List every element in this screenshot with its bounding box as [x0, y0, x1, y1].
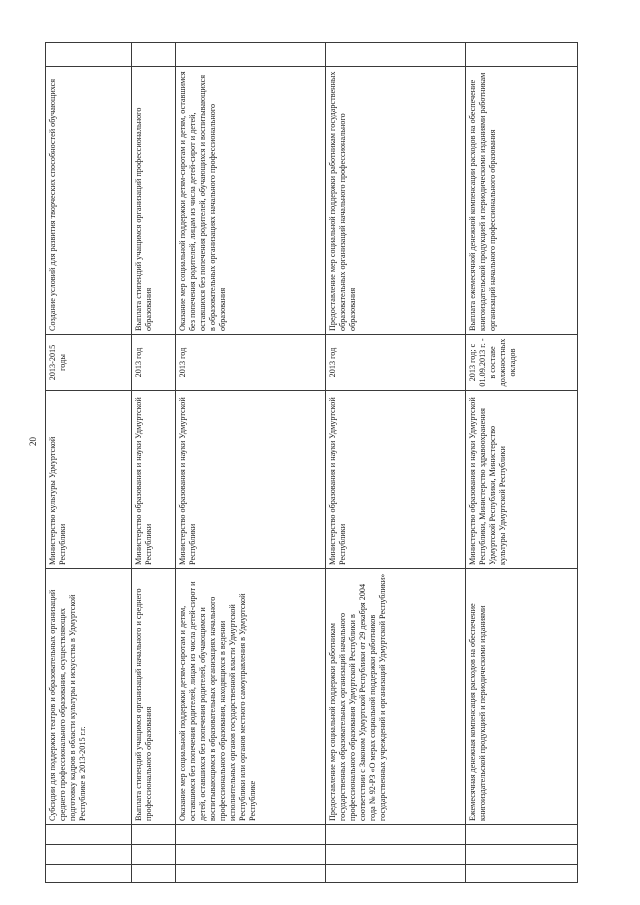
measure-period: 2013-2015 годы: [46, 335, 132, 391]
cell-blank: [132, 825, 176, 845]
cell-blank: [176, 825, 326, 845]
cell-blank: [176, 43, 326, 67]
measure-period: 2013 год: [132, 335, 176, 391]
cell-blank: [132, 43, 176, 67]
measure-executor: Министерство образования и науки Удмуртской Республики: [132, 391, 176, 569]
measure-executor: Министерство образования и науки Удмуртской Республики: [176, 391, 326, 569]
measure-result: Оказание мер социальной поддержки детям-сиротам и детям, оставшимся без попечения родителей, лицам из числа детей-сирот и детей, оставшихся без попечения родителей, обучающихся и воспитывающихся в образовательных организациях начального профессионального образования: [176, 67, 326, 335]
cell-blank: [46, 845, 132, 865]
cell-blank: [466, 825, 578, 845]
measure-executor: Министерство культуры Удмуртской Республики: [46, 391, 132, 569]
page-number: 20: [28, 437, 38, 446]
cell-blank: [132, 845, 176, 865]
cell-blank: [46, 825, 132, 845]
rotated-page-content: [45, 43, 577, 883]
measure-description: Субсидии для поддержки театров и образовательных организаций среднего профессионального образования, осуществляющих подготовку кадров в области культуры и искусства в Удмуртской Республике в 2013-2015 г.г.: [46, 569, 132, 825]
cell-blank: [466, 865, 578, 883]
measure-description: Предоставление мер социальной поддержки работникам государственных образовательных организаций начального профессионального образования Удмуртской Республики в соответствии с Законом Удмуртской Республики от 29 декабря 2004 года № 92-РЗ «О мерах социальной поддержки работников государственных учреждений и организаций Удмуртской Республики»: [326, 569, 466, 825]
cell-blank: [132, 865, 176, 883]
cell-blank: [326, 865, 466, 883]
cell-blank: [46, 865, 132, 883]
measure-period: 2013 год: [326, 335, 466, 391]
cell-blank: [326, 43, 466, 67]
measure-period: 2013 год; с 01.09.2013 г. - в составе должностных окладов: [466, 335, 578, 391]
measure-result: Выплата стипендий учащимся организаций профессионального образования: [132, 67, 176, 335]
measure-description: Ежемесячная денежная компенсация расходов на обеспечение книгоиздательской продукцией и периодическими изданиями: [466, 569, 578, 825]
table-row: [46, 43, 132, 883]
table-row: [132, 43, 176, 883]
cell-blank: [466, 845, 578, 865]
measure-executor: Министерство образования и науки Удмуртской Республики: [326, 391, 466, 569]
measure-executor: Министерство образования и науки Удмуртской Республики, Министерство здравоохранения Удмуртской Республики, Министерство культуры Удмуртской Республики: [466, 391, 578, 569]
table-row: [176, 43, 326, 883]
cell-blank: [46, 43, 132, 67]
measure-description: Оказание мер социальной поддержки детям-сиротам и детям, оставшимся без попечения родителей, лицам из числа детей-сирот и детей, оставшихся без попечения родителей, обучающимся и воспитывающимся в образовательных организациях начального профессионального образования, находящихся в ведении исполнительных органов государственной власти Удмуртской Республики или органов местного самоуправления в Удмуртской Республике: [176, 569, 326, 825]
measures-table: [45, 42, 578, 883]
measure-result: Предоставление мер социальной поддержки работникам государственных образовательных организаций начального профессионального образования: [326, 67, 466, 335]
cell-blank: [326, 845, 466, 865]
measure-result: Создание условий для развития творческих способностей обучающихся: [46, 67, 132, 335]
table-row: [326, 43, 466, 883]
cell-blank: [466, 43, 578, 67]
measure-description: Выплата стипендий учащимся организаций начального и среднего профессионального образования: [132, 569, 176, 825]
cell-blank: [176, 845, 326, 865]
measure-period: 2013 год: [176, 335, 326, 391]
measure-result: Выплата ежемесячной денежной компенсации расходов на обеспечение книгоиздательской продукцией и периодическими изданиями работникам организаций начального профессионального образования: [466, 67, 578, 335]
table-row: [466, 43, 578, 883]
cell-blank: [176, 865, 326, 883]
cell-blank: [326, 825, 466, 845]
